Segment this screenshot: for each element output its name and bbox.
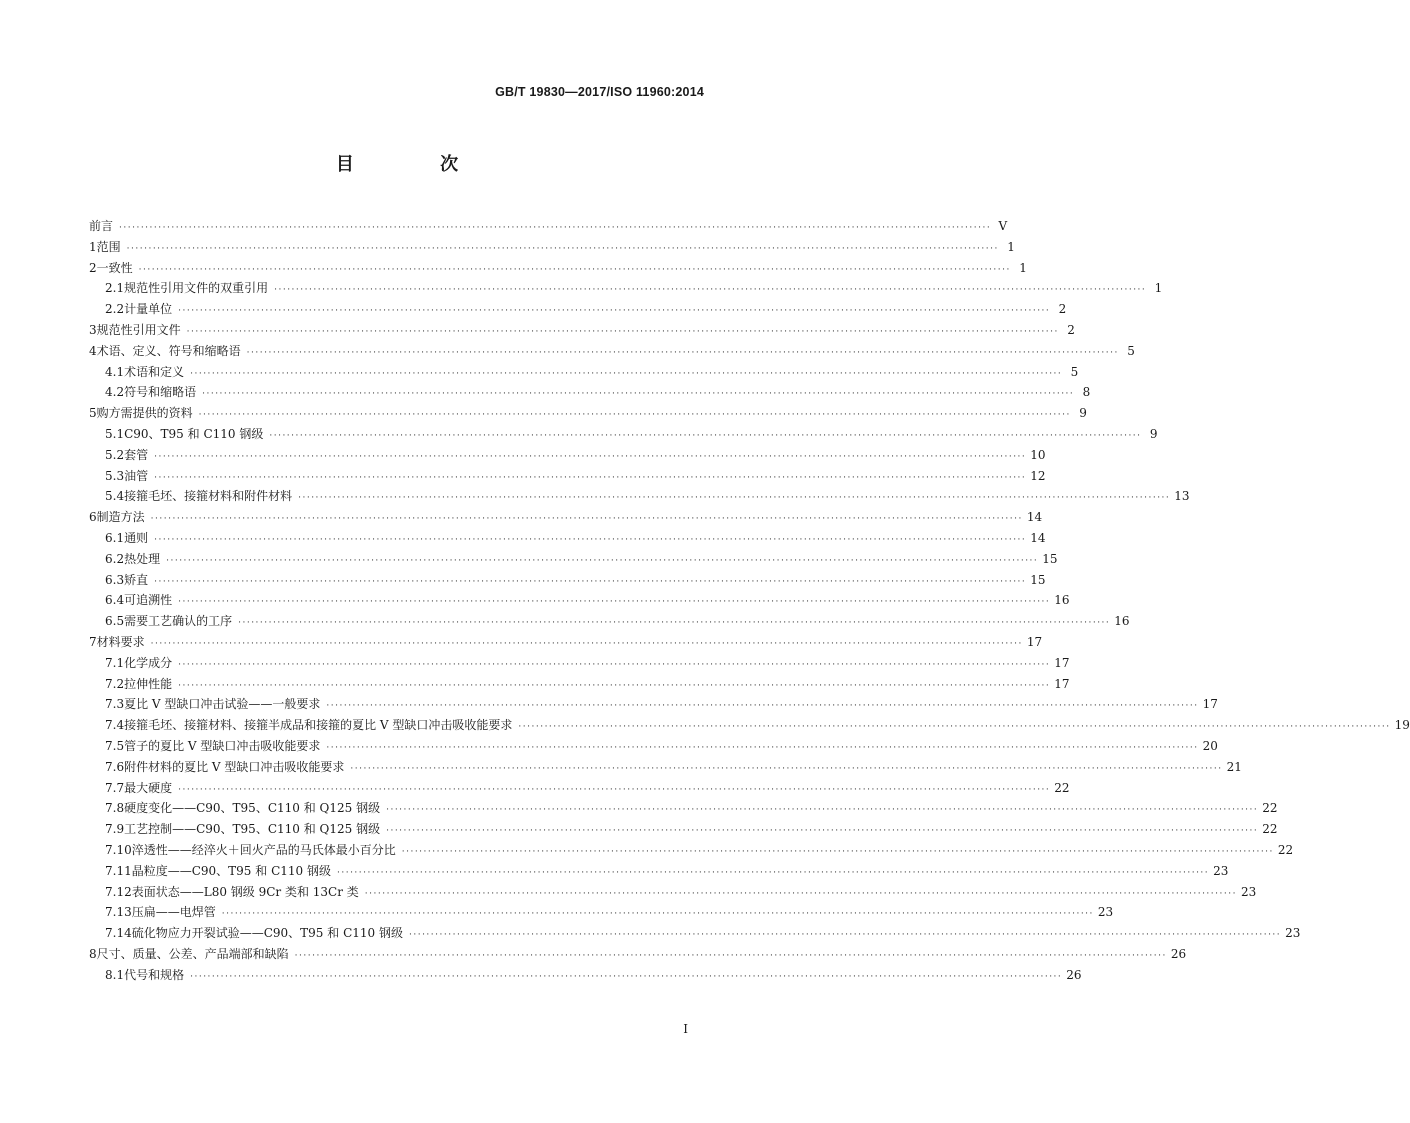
toc-entry-title: 规范性引用文件的双重引用 bbox=[124, 281, 269, 296]
toc-leader-dots: ········································································································································································································ bbox=[178, 659, 1051, 670]
toc-leader-dots: ········································································································································································································ bbox=[238, 618, 1111, 629]
toc-entry-number: 7.2 bbox=[105, 676, 125, 691]
toc-entry-page: 1 bbox=[1019, 260, 1027, 275]
toc-entry[interactable] bbox=[89, 278, 1163, 299]
toc-entry-number: 4.1 bbox=[105, 364, 125, 379]
toc-entry-page: 2 bbox=[1058, 302, 1067, 317]
toc-leader-dots: ········································································································································································································ bbox=[386, 826, 1259, 837]
toc-leader-dots: ········································································································································································································ bbox=[518, 722, 1391, 733]
toc-entry-title: 代号和规格 bbox=[124, 967, 185, 982]
toc-leader-dots: ········································································································································································································ bbox=[202, 389, 1075, 400]
toc-entry-page: 9 bbox=[1149, 426, 1158, 441]
toc-entry-number: 6.5 bbox=[105, 614, 125, 629]
toc-entry-title: 管子的夏比 V 型缺口冲击吸收能要求 bbox=[124, 738, 321, 753]
toc-entry-page: Ⅴ bbox=[998, 219, 1008, 233]
toc-entry-title: 套管 bbox=[124, 447, 149, 462]
toc-entry-title: 接箍毛坯、接箍材料、接箍半成品和接箍的夏比 V 型缺口冲击吸收能要求 bbox=[124, 718, 513, 733]
toc-entry-page: 17 bbox=[1202, 697, 1218, 712]
toc-entry-title: 尺寸、质量、公差、产品端部和缺陷 bbox=[96, 946, 289, 961]
toc-entry[interactable] bbox=[89, 258, 1027, 279]
toc-leader-dots: ········································································································································································································ bbox=[326, 701, 1199, 712]
toc-entry-title: 一致性 bbox=[96, 260, 133, 275]
toc-entry[interactable] bbox=[89, 632, 1043, 653]
toc-entry-page: 17 bbox=[1026, 634, 1043, 649]
toc-entry-number: 4 bbox=[89, 343, 97, 358]
toc-entry-page: 15 bbox=[1030, 572, 1046, 587]
toc-entry-title: 晶粒度——C90、T95 和 C110 钢级 bbox=[131, 863, 331, 878]
toc-entry[interactable] bbox=[89, 299, 1067, 320]
toc-leader-dots: ········································································································································································································ bbox=[198, 410, 1071, 421]
toc-entry-title: 规范性引用文件 bbox=[96, 322, 181, 337]
toc-entry-number: 6.3 bbox=[105, 572, 125, 587]
toc-entry-page: 8 bbox=[1082, 385, 1091, 400]
toc-entry[interactable] bbox=[89, 923, 1301, 944]
toc-entry-page: 22 bbox=[1277, 842, 1294, 857]
toc-leader-dots: ········································································································································································································ bbox=[221, 909, 1094, 920]
toc-leader-dots: ········································································································································································································ bbox=[294, 950, 1167, 961]
toc-entry-number: 2.2 bbox=[105, 302, 125, 317]
toc-entry[interactable] bbox=[89, 549, 1058, 570]
toc-entry-number: 7.6 bbox=[105, 759, 125, 774]
toc-entry[interactable] bbox=[89, 653, 1070, 674]
toc-entry-page: 26 bbox=[1066, 967, 1082, 982]
toc-entry-number: 2 bbox=[89, 260, 97, 275]
toc-entry[interactable] bbox=[89, 611, 1130, 632]
toc-entry[interactable] bbox=[89, 944, 1187, 965]
toc-leader-dots: ········································································································································································································ bbox=[190, 368, 1063, 379]
toc-leader-dots: ········································································································································································································ bbox=[150, 514, 1023, 525]
toc-entry-number: 7.3 bbox=[105, 697, 125, 712]
toc-entry-number: 7.4 bbox=[105, 718, 125, 733]
toc-entry-number: 7.9 bbox=[105, 822, 125, 837]
toc-entry-page: 14 bbox=[1026, 510, 1043, 525]
toc-entry[interactable] bbox=[89, 528, 1046, 549]
toc-entry-page: 26 bbox=[1170, 946, 1187, 961]
toc-leader-dots: ········································································································································································································ bbox=[178, 680, 1051, 691]
toc-entry[interactable] bbox=[89, 362, 1079, 383]
toc-entry-page: 5 bbox=[1127, 343, 1135, 358]
toc-entry-page: 23 bbox=[1097, 905, 1114, 920]
toc-entry[interactable] bbox=[89, 819, 1278, 840]
table-of-contents bbox=[89, 216, 1410, 985]
toc-entry-number: 8 bbox=[89, 946, 97, 961]
toc-leader-dots: ········································································································································································································ bbox=[154, 534, 1027, 545]
toc-entry-number: 6.4 bbox=[105, 593, 125, 608]
toc-entry-page: 21 bbox=[1226, 759, 1242, 774]
toc-entry[interactable] bbox=[89, 715, 1410, 736]
toc-entry-number: 7.13 bbox=[105, 905, 132, 920]
toc-leader-dots: ········································································································································································································ bbox=[269, 430, 1142, 441]
toc-entry[interactable] bbox=[89, 486, 1190, 507]
toc-entry-page: 1 bbox=[1007, 239, 1015, 254]
toc-entry-title: 硬度变化——C90、T95、C110 和 Q125 钢级 bbox=[124, 801, 381, 816]
toc-entry[interactable] bbox=[89, 403, 1087, 424]
toc-leader-dots: ········································································································································································································ bbox=[119, 223, 992, 233]
toc-entry-number: 1 bbox=[89, 239, 97, 254]
toc-entry[interactable] bbox=[89, 965, 1082, 986]
toc-entry-page: 5 bbox=[1070, 364, 1079, 379]
toc-entry-title: 接箍毛坯、接箍材料和附件材料 bbox=[124, 489, 293, 504]
toc-entry-number: 5.4 bbox=[105, 489, 125, 504]
toc-entry-number: 7.8 bbox=[105, 801, 125, 816]
toc-entry-number: 7.7 bbox=[105, 780, 125, 795]
toc-leader-dots: ········································································································································································································ bbox=[246, 347, 1119, 358]
toc-leader-dots: ········································································································································································································ bbox=[386, 805, 1259, 816]
toc-entry-number: 7.12 bbox=[105, 884, 132, 899]
toc-entry-title: 材料要求 bbox=[96, 634, 145, 649]
toc-entry-number: 7.1 bbox=[105, 655, 125, 670]
toc-leader-dots: ········································································································································································································ bbox=[274, 285, 1147, 296]
toc-entry-page: 14 bbox=[1030, 530, 1046, 545]
toc-entry-title: 可追溯性 bbox=[124, 593, 173, 608]
toc-entry-page: 22 bbox=[1262, 822, 1278, 837]
toc-entry[interactable] bbox=[89, 694, 1218, 715]
toc-leader-dots: ········································································································································································································ bbox=[154, 472, 1027, 483]
toc-entry-title: 计量单位 bbox=[124, 302, 173, 317]
toc-entry-title: 需要工艺确认的工序 bbox=[124, 614, 233, 629]
toc-entry-number: 7.11 bbox=[105, 863, 132, 878]
toc-entry-title: 附件材料的夏比 V 型缺口冲击吸收能要求 bbox=[124, 759, 345, 774]
toc-entry-number: 7.10 bbox=[105, 842, 132, 857]
toc-entry[interactable] bbox=[89, 861, 1229, 882]
toc-entry-page: 22 bbox=[1262, 801, 1278, 816]
toc-entry-number: 8.1 bbox=[105, 967, 125, 982]
toc-entry[interactable] bbox=[89, 237, 1015, 258]
toc-entry-title: 术语和定义 bbox=[124, 364, 185, 379]
toc-entry-page: 1 bbox=[1154, 281, 1163, 296]
toc-entry-title: 购方需提供的资料 bbox=[96, 406, 193, 421]
toc-entry-title: 矫直 bbox=[124, 572, 149, 587]
toc-entry-page: 23 bbox=[1285, 926, 1301, 941]
toc-entry-title: C90、T95 和 C110 钢级 bbox=[124, 426, 264, 441]
toc-entry-page: 12 bbox=[1030, 468, 1046, 483]
toc-entry-title: 拉伸性能 bbox=[124, 676, 173, 691]
toc-entry-number: 4.2 bbox=[105, 385, 125, 400]
toc-entry[interactable] bbox=[89, 840, 1294, 861]
toc-entry-title: 制造方法 bbox=[96, 510, 145, 525]
toc-leader-dots: ········································································································································································································ bbox=[336, 867, 1210, 878]
toc-entry-number: 6 bbox=[89, 510, 97, 525]
toc-entry-title: 表面状态——L80 钢级 9Cr 类和 13Cr 类 bbox=[131, 884, 359, 899]
toc-entry-page: 23 bbox=[1240, 884, 1257, 899]
toc-entry[interactable] bbox=[89, 507, 1043, 528]
toc-entry[interactable] bbox=[89, 882, 1257, 903]
toc-entry-page: 17 bbox=[1054, 655, 1070, 670]
toc-leader-dots: ········································································································································································································ bbox=[150, 638, 1023, 649]
toc-entry-page: 13 bbox=[1174, 489, 1190, 504]
toc-entry-title: 化学成分 bbox=[124, 655, 173, 670]
toc-entry-page: 22 bbox=[1054, 780, 1070, 795]
toc-entry-number: 7.5 bbox=[105, 738, 125, 753]
toc-entry[interactable] bbox=[89, 778, 1070, 799]
toc-entry-title: 油管 bbox=[124, 468, 149, 483]
toc-entry-title: 术语、定义、符号和缩略语 bbox=[96, 343, 241, 358]
toc-entry-title: 淬透性——经淬火＋回火产品的马氏体最小百分比 bbox=[131, 842, 396, 857]
toc-leader-dots: ········································································································································································································ bbox=[298, 493, 1171, 504]
toc-entry-page: 19 bbox=[1394, 718, 1410, 733]
toc-entry-page: 10 bbox=[1030, 447, 1046, 462]
toc-entry-title: 工艺控制——C90、T95、C110 和 Q125 钢级 bbox=[124, 822, 381, 837]
toc-entry-title: 硫化物应力开裂试验——C90、T95 和 C110 钢级 bbox=[131, 926, 403, 941]
toc-leader-dots: ········································································································································································································ bbox=[186, 326, 1059, 337]
toc-leader-dots: ········································································································································································································ bbox=[350, 763, 1223, 774]
toc-entry-number: 5.3 bbox=[105, 468, 125, 483]
toc-entry[interactable] bbox=[89, 590, 1070, 611]
toc-entry[interactable] bbox=[89, 424, 1158, 445]
toc-leader-dots: ········································································································································································································ bbox=[178, 784, 1051, 795]
toc-entry-number: 2.1 bbox=[105, 281, 125, 296]
toc-entry-page: 2 bbox=[1067, 322, 1075, 337]
toc-entry-page: 9 bbox=[1079, 406, 1087, 421]
toc-leader-dots: ········································································································································································································ bbox=[154, 451, 1027, 462]
toc-entry-number: 6.2 bbox=[105, 551, 125, 566]
toc-entry-page: 16 bbox=[1114, 614, 1130, 629]
toc-entry-title: 通则 bbox=[124, 530, 149, 545]
toc-entry-title: 符号和缩略语 bbox=[124, 385, 197, 400]
toc-leader-dots: ········································································································································································································ bbox=[190, 971, 1063, 982]
toc-leader-dots: ········································································································································································································ bbox=[178, 306, 1051, 317]
toc-entry[interactable] bbox=[89, 798, 1278, 819]
toc-entry-title: 热处理 bbox=[124, 551, 161, 566]
toc-leader-dots: ········································································································································································································ bbox=[408, 930, 1282, 941]
toc-entry[interactable] bbox=[89, 757, 1242, 778]
toc-entry[interactable] bbox=[89, 902, 1114, 923]
toc-entry[interactable] bbox=[89, 570, 1046, 591]
toc-entry-number: 3 bbox=[89, 322, 97, 337]
toc-entry-number: 5.2 bbox=[105, 447, 125, 462]
toc-leader-dots: ········································································································································································································ bbox=[166, 555, 1039, 566]
toc-entry-page: 20 bbox=[1202, 738, 1218, 753]
toc-entry[interactable] bbox=[89, 382, 1091, 403]
toc-entry-page: 17 bbox=[1054, 676, 1070, 691]
toc-leader-dots: ········································································································································································································ bbox=[364, 888, 1237, 899]
toc-entry[interactable] bbox=[89, 341, 1135, 362]
page-title: 目 次 bbox=[335, 154, 499, 175]
toc-entry-title: 范围 bbox=[96, 239, 121, 254]
toc-entry-page: 16 bbox=[1054, 593, 1070, 608]
toc-entry[interactable] bbox=[89, 736, 1218, 757]
toc-entry-page: 23 bbox=[1213, 863, 1229, 878]
toc-entry-title: 最大硬度 bbox=[124, 780, 173, 795]
toc-entry-title: 前言 bbox=[89, 219, 114, 233]
toc-entry-title: 压扁——电焊管 bbox=[131, 905, 216, 920]
toc-entry[interactable] bbox=[89, 216, 1008, 237]
page-number: Ⅰ bbox=[683, 1022, 688, 1036]
toc-entry[interactable] bbox=[89, 466, 1046, 487]
toc-entry-number: 5.1 bbox=[105, 426, 125, 441]
toc-entry[interactable] bbox=[89, 445, 1046, 466]
toc-leader-dots: ········································································································································································································ bbox=[126, 243, 999, 254]
toc-leader-dots: ········································································································································································································ bbox=[154, 576, 1027, 587]
toc-leader-dots: ········································································································································································································ bbox=[401, 846, 1274, 857]
toc-entry[interactable] bbox=[89, 674, 1070, 695]
toc-entry-number: 7 bbox=[89, 634, 97, 649]
standard-code: GB/T 19830—2017/ISO 11960:2014 bbox=[495, 85, 704, 99]
toc-entry[interactable] bbox=[89, 320, 1075, 341]
toc-entry-number: 6.1 bbox=[105, 530, 125, 545]
toc-entry-number: 5 bbox=[89, 406, 97, 421]
toc-leader-dots: ········································································································································································································ bbox=[138, 264, 1011, 275]
toc-leader-dots: ········································································································································································································ bbox=[178, 597, 1051, 608]
toc-entry-number: 7.14 bbox=[105, 926, 132, 941]
toc-entry-page: 15 bbox=[1042, 551, 1058, 566]
toc-leader-dots: ········································································································································································································ bbox=[326, 742, 1199, 753]
toc-entry-title: 夏比 V 型缺口冲击试验——一般要求 bbox=[124, 697, 321, 712]
